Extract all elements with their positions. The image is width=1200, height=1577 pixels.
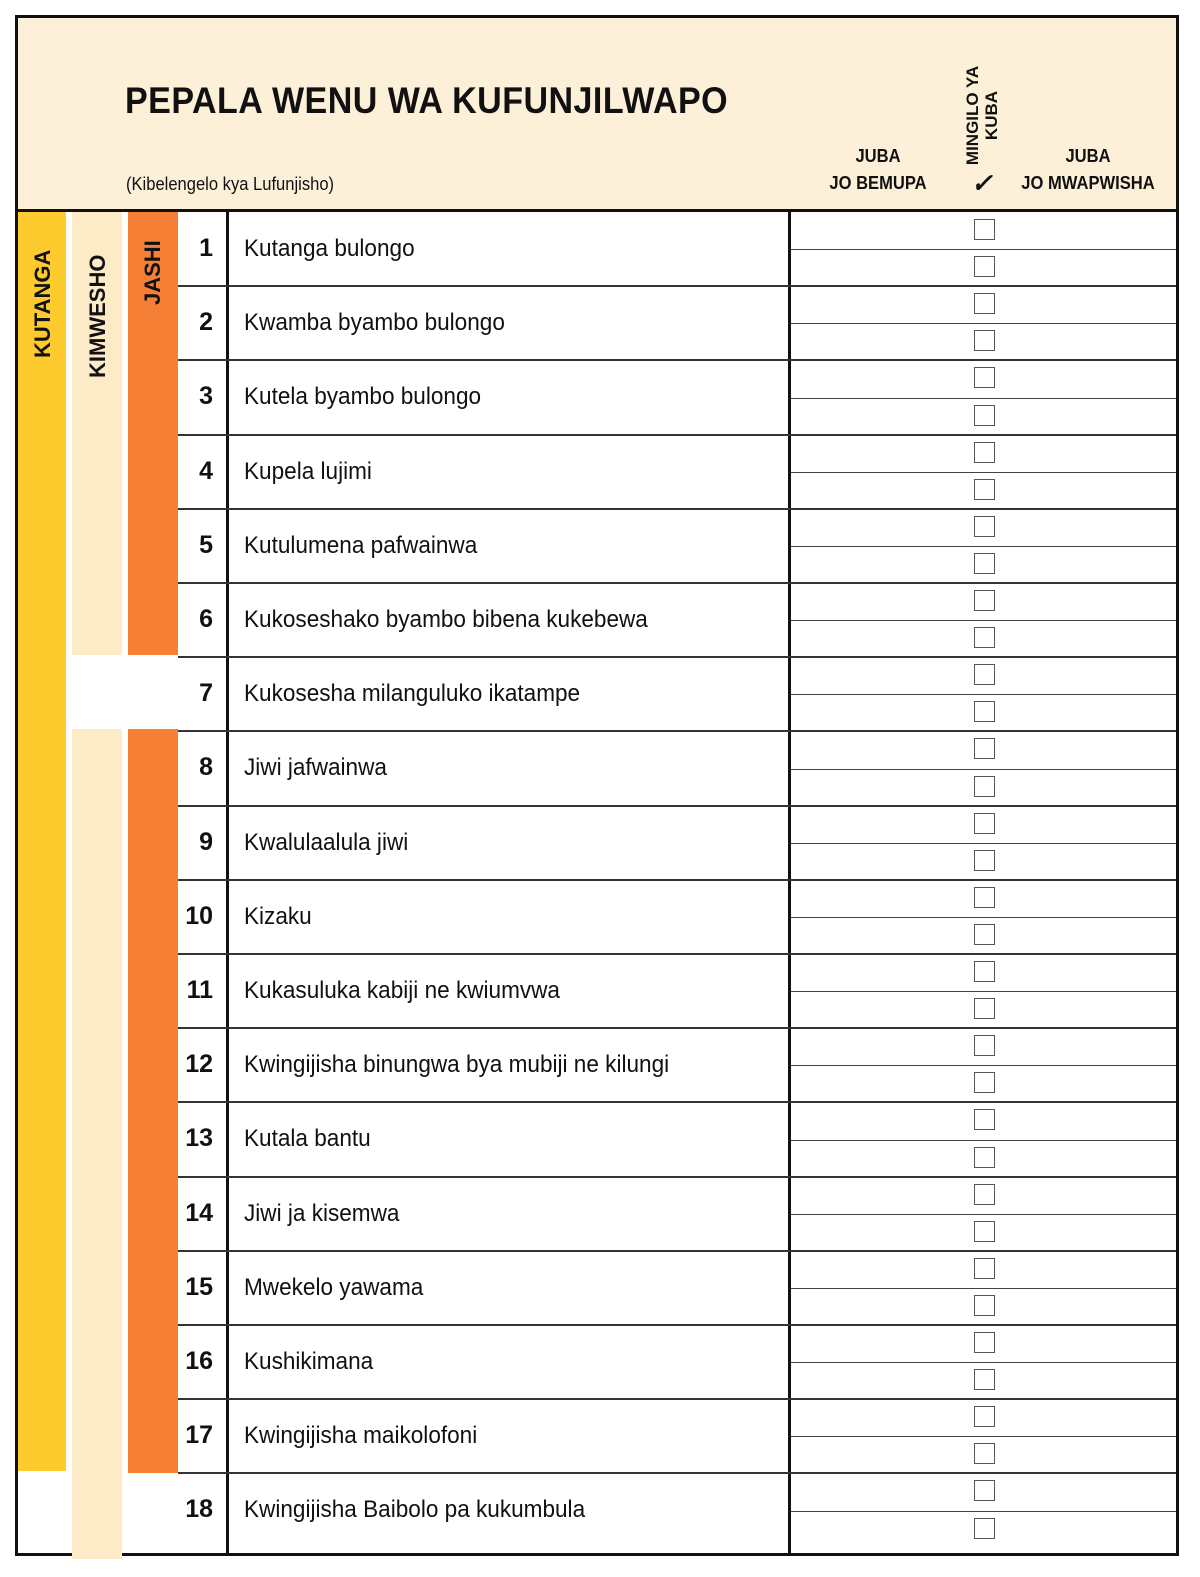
assignment-checkbox[interactable]	[974, 998, 995, 1019]
date-given-field[interactable]	[791, 585, 951, 618]
assignment-checkbox[interactable]	[974, 1147, 995, 1168]
half-row-divider	[791, 991, 1176, 992]
row-divider	[178, 730, 1176, 732]
date-completed-field[interactable]	[1018, 362, 1173, 395]
assignment-checkbox[interactable]	[974, 1258, 995, 1279]
assignment-checkbox[interactable]	[974, 924, 995, 945]
date-completed-field[interactable]	[1018, 1030, 1173, 1063]
column-header-line: KUBA	[982, 90, 1001, 141]
row-divider	[178, 508, 1176, 510]
row-label: Kutulumena pafwainwa	[244, 531, 478, 559]
date-given-field[interactable]	[791, 362, 951, 395]
assignment-checkbox[interactable]	[974, 1184, 995, 1205]
assignment-checkbox[interactable]	[974, 479, 995, 500]
row-number: 14	[185, 1198, 213, 1227]
row-number: 11	[186, 976, 213, 1004]
row-divider	[178, 1472, 1176, 1474]
row-divider	[178, 656, 1176, 658]
assignment-checkbox[interactable]	[974, 1518, 995, 1539]
column-header-line: JUBA	[1065, 146, 1111, 166]
row-label: Kutela byambo bulongo	[244, 383, 482, 411]
date-given-field[interactable]	[791, 511, 951, 544]
assignment-checkbox[interactable]	[974, 256, 995, 277]
row-number: 5	[199, 530, 213, 559]
half-row-divider	[791, 769, 1176, 770]
row-number: 1	[199, 234, 213, 262]
study-progress-sheet	[15, 15, 1179, 1556]
assignment-checkbox[interactable]	[974, 776, 995, 797]
level-bar-kutanga	[18, 212, 66, 1471]
date-given-field[interactable]	[791, 659, 951, 692]
half-row-divider	[791, 472, 1176, 473]
assignment-checkbox[interactable]	[974, 219, 995, 240]
date-completed-field[interactable]	[1018, 659, 1173, 692]
row-label: Kwingijisha maikolofoni	[244, 1422, 478, 1450]
date-given-field[interactable]	[791, 1253, 951, 1286]
assignment-checkbox[interactable]	[974, 293, 995, 314]
row-number: 18	[185, 1495, 213, 1524]
row-label: Kupela lujimi	[244, 457, 372, 485]
date-given-field[interactable]	[791, 437, 951, 470]
row-divider	[178, 953, 1176, 955]
date-given-field[interactable]	[791, 808, 951, 841]
date-given-field[interactable]	[791, 1327, 951, 1360]
date-completed-field[interactable]	[1018, 956, 1173, 989]
row-number: 2	[199, 308, 213, 337]
half-row-divider	[791, 249, 1176, 250]
assignment-checkbox[interactable]	[974, 850, 995, 871]
column-header-line: JO MWAPWISHA	[1021, 173, 1155, 193]
level-bar-kimwesho	[72, 729, 122, 1559]
assignment-checkbox[interactable]	[974, 330, 995, 351]
half-row-divider	[791, 546, 1176, 547]
date-given-field[interactable]	[791, 733, 951, 766]
date-completed-field[interactable]	[1018, 214, 1173, 247]
row-divider	[178, 582, 1176, 584]
assignment-checkbox[interactable]	[974, 1221, 995, 1242]
date-completed-field[interactable]	[1018, 1179, 1173, 1212]
assignment-checkbox[interactable]	[974, 1109, 995, 1130]
date-given-field[interactable]	[791, 1104, 951, 1137]
date-given-field[interactable]	[791, 882, 951, 915]
assignment-checkbox[interactable]	[974, 553, 995, 574]
date-completed-field[interactable]	[1018, 437, 1173, 470]
date-completed-field[interactable]	[1018, 882, 1173, 915]
assignment-checkbox[interactable]	[974, 1295, 995, 1316]
assignment-checkbox[interactable]	[974, 664, 995, 685]
page-subtitle: (Kibelengelo kya Lufunjisho)	[126, 174, 335, 194]
check-mark-icon: ✓	[971, 168, 993, 198]
half-row-divider	[791, 1214, 1176, 1215]
assignment-checkbox[interactable]	[974, 961, 995, 982]
row-number: 15	[185, 1272, 213, 1301]
column-header-date-completed	[1019, 143, 1157, 197]
column-header-line: MINGILO YA	[963, 65, 982, 166]
column-header-assignment	[963, 63, 1001, 168]
row-label: Kushikimana	[244, 1348, 374, 1375]
date-completed-field[interactable]	[1018, 1327, 1173, 1360]
assignment-checkbox[interactable]	[974, 1369, 995, 1390]
assignment-checkbox[interactable]	[974, 1480, 995, 1501]
row-label: Kizaku	[244, 902, 312, 930]
assignment-checkbox[interactable]	[974, 627, 995, 648]
row-divider	[178, 1027, 1176, 1029]
date-given-field[interactable]	[791, 956, 951, 989]
date-completed-field[interactable]	[1018, 1253, 1173, 1286]
date-completed-field[interactable]	[1018, 1104, 1173, 1137]
assignment-checkbox[interactable]	[974, 813, 995, 834]
half-row-divider	[791, 843, 1176, 844]
row-number: 12	[185, 1050, 213, 1079]
row-label: Kwalulaalula jiwi	[244, 828, 409, 856]
row-number: 9	[199, 827, 213, 856]
row-label: Kwingijisha Baibolo pa kukumbula	[244, 1496, 586, 1524]
date-given-field[interactable]	[791, 1401, 951, 1434]
half-row-divider	[791, 620, 1176, 621]
assignment-checkbox[interactable]	[974, 1406, 995, 1427]
row-divider	[178, 1324, 1176, 1326]
date-given-field[interactable]	[791, 1475, 951, 1508]
assignment-checkbox[interactable]	[974, 516, 995, 537]
assignment-checkbox[interactable]	[974, 367, 995, 388]
row-label: Jiwi ja kisemwa	[244, 1199, 400, 1227]
date-completed-field[interactable]	[1018, 1475, 1173, 1508]
assignment-checkbox[interactable]	[974, 1332, 995, 1353]
row-divider	[178, 1250, 1176, 1252]
row-number: 17	[185, 1421, 213, 1450]
date-given-field[interactable]	[791, 1179, 951, 1212]
level-label-jashi: JASHI	[140, 240, 165, 305]
date-completed-field[interactable]	[1018, 1401, 1173, 1434]
row-divider	[178, 359, 1176, 361]
assignment-checkbox[interactable]	[974, 1072, 995, 1093]
row-divider	[178, 285, 1176, 287]
assignment-checkbox[interactable]	[974, 590, 995, 611]
row-label: Kukoseshako byambo bibena kukebewa	[244, 606, 648, 633]
row-label: Kwingijisha binungwa bya mubiji ne kilungi	[244, 1051, 670, 1079]
row-label: Kutanga bulongo	[244, 235, 415, 262]
date-given-field[interactable]	[791, 1030, 951, 1063]
half-row-divider	[791, 1511, 1176, 1512]
row-number: 8	[199, 753, 213, 782]
row-divider	[178, 1101, 1176, 1103]
row-divider	[178, 1398, 1176, 1400]
row-label: Kukosesha milanguluko ikatampe	[244, 680, 581, 708]
row-divider	[178, 434, 1176, 436]
assignment-checkbox[interactable]	[974, 887, 995, 908]
date-given-field[interactable]	[791, 214, 951, 247]
half-row-divider	[791, 323, 1176, 324]
half-row-divider	[791, 694, 1176, 695]
row-label: Jiwi jafwainwa	[244, 754, 387, 782]
row-label: Kukasuluka kabiji ne kwiumvwa	[244, 977, 560, 1004]
level-label-kutanga: KUTANGA	[30, 249, 55, 358]
assignment-checkbox[interactable]	[974, 1035, 995, 1056]
half-row-divider	[791, 398, 1176, 399]
half-row-divider	[791, 1436, 1176, 1437]
date-completed-field[interactable]	[1018, 808, 1173, 841]
date-completed-field[interactable]	[1018, 288, 1173, 321]
half-row-divider	[791, 1288, 1176, 1289]
half-row-divider	[791, 917, 1176, 918]
level-label-kimwesho: KIMWESHO	[85, 254, 110, 378]
assignment-checkbox[interactable]	[974, 442, 995, 463]
assignment-checkbox[interactable]	[974, 738, 995, 759]
row-label: Mwekelo yawama	[244, 1273, 424, 1301]
page-title: PEPALA WENU WA KUFUNJILWAPO	[125, 80, 729, 121]
date-given-field[interactable]	[791, 288, 951, 321]
assignment-checkbox[interactable]	[974, 405, 995, 426]
row-number: 7	[199, 679, 213, 708]
date-completed-field[interactable]	[1018, 511, 1173, 544]
column-header-date-given	[823, 143, 933, 197]
row-divider	[178, 805, 1176, 807]
column-header-line: JUBA	[855, 146, 901, 166]
assignment-checkbox[interactable]	[974, 1443, 995, 1464]
row-number: 3	[199, 382, 213, 411]
sheet-header	[18, 18, 1176, 212]
half-row-divider	[791, 1140, 1176, 1141]
row-number: 13	[185, 1124, 213, 1153]
half-row-divider	[791, 1065, 1176, 1066]
row-divider	[178, 879, 1176, 881]
row-number: 6	[199, 605, 213, 633]
row-label: Kutala bantu	[244, 1125, 371, 1153]
divider	[226, 212, 229, 1553]
date-completed-field[interactable]	[1018, 733, 1173, 766]
date-completed-field[interactable]	[1018, 585, 1173, 618]
row-divider	[178, 1176, 1176, 1178]
row-number: 16	[185, 1347, 213, 1375]
row-number: 10	[185, 901, 213, 930]
half-row-divider	[791, 1362, 1176, 1363]
row-label: Kwamba byambo bulongo	[244, 309, 505, 337]
column-header-line: JO BEMUPA	[829, 173, 927, 193]
row-number: 4	[199, 456, 213, 485]
assignment-checkbox[interactable]	[974, 701, 995, 722]
